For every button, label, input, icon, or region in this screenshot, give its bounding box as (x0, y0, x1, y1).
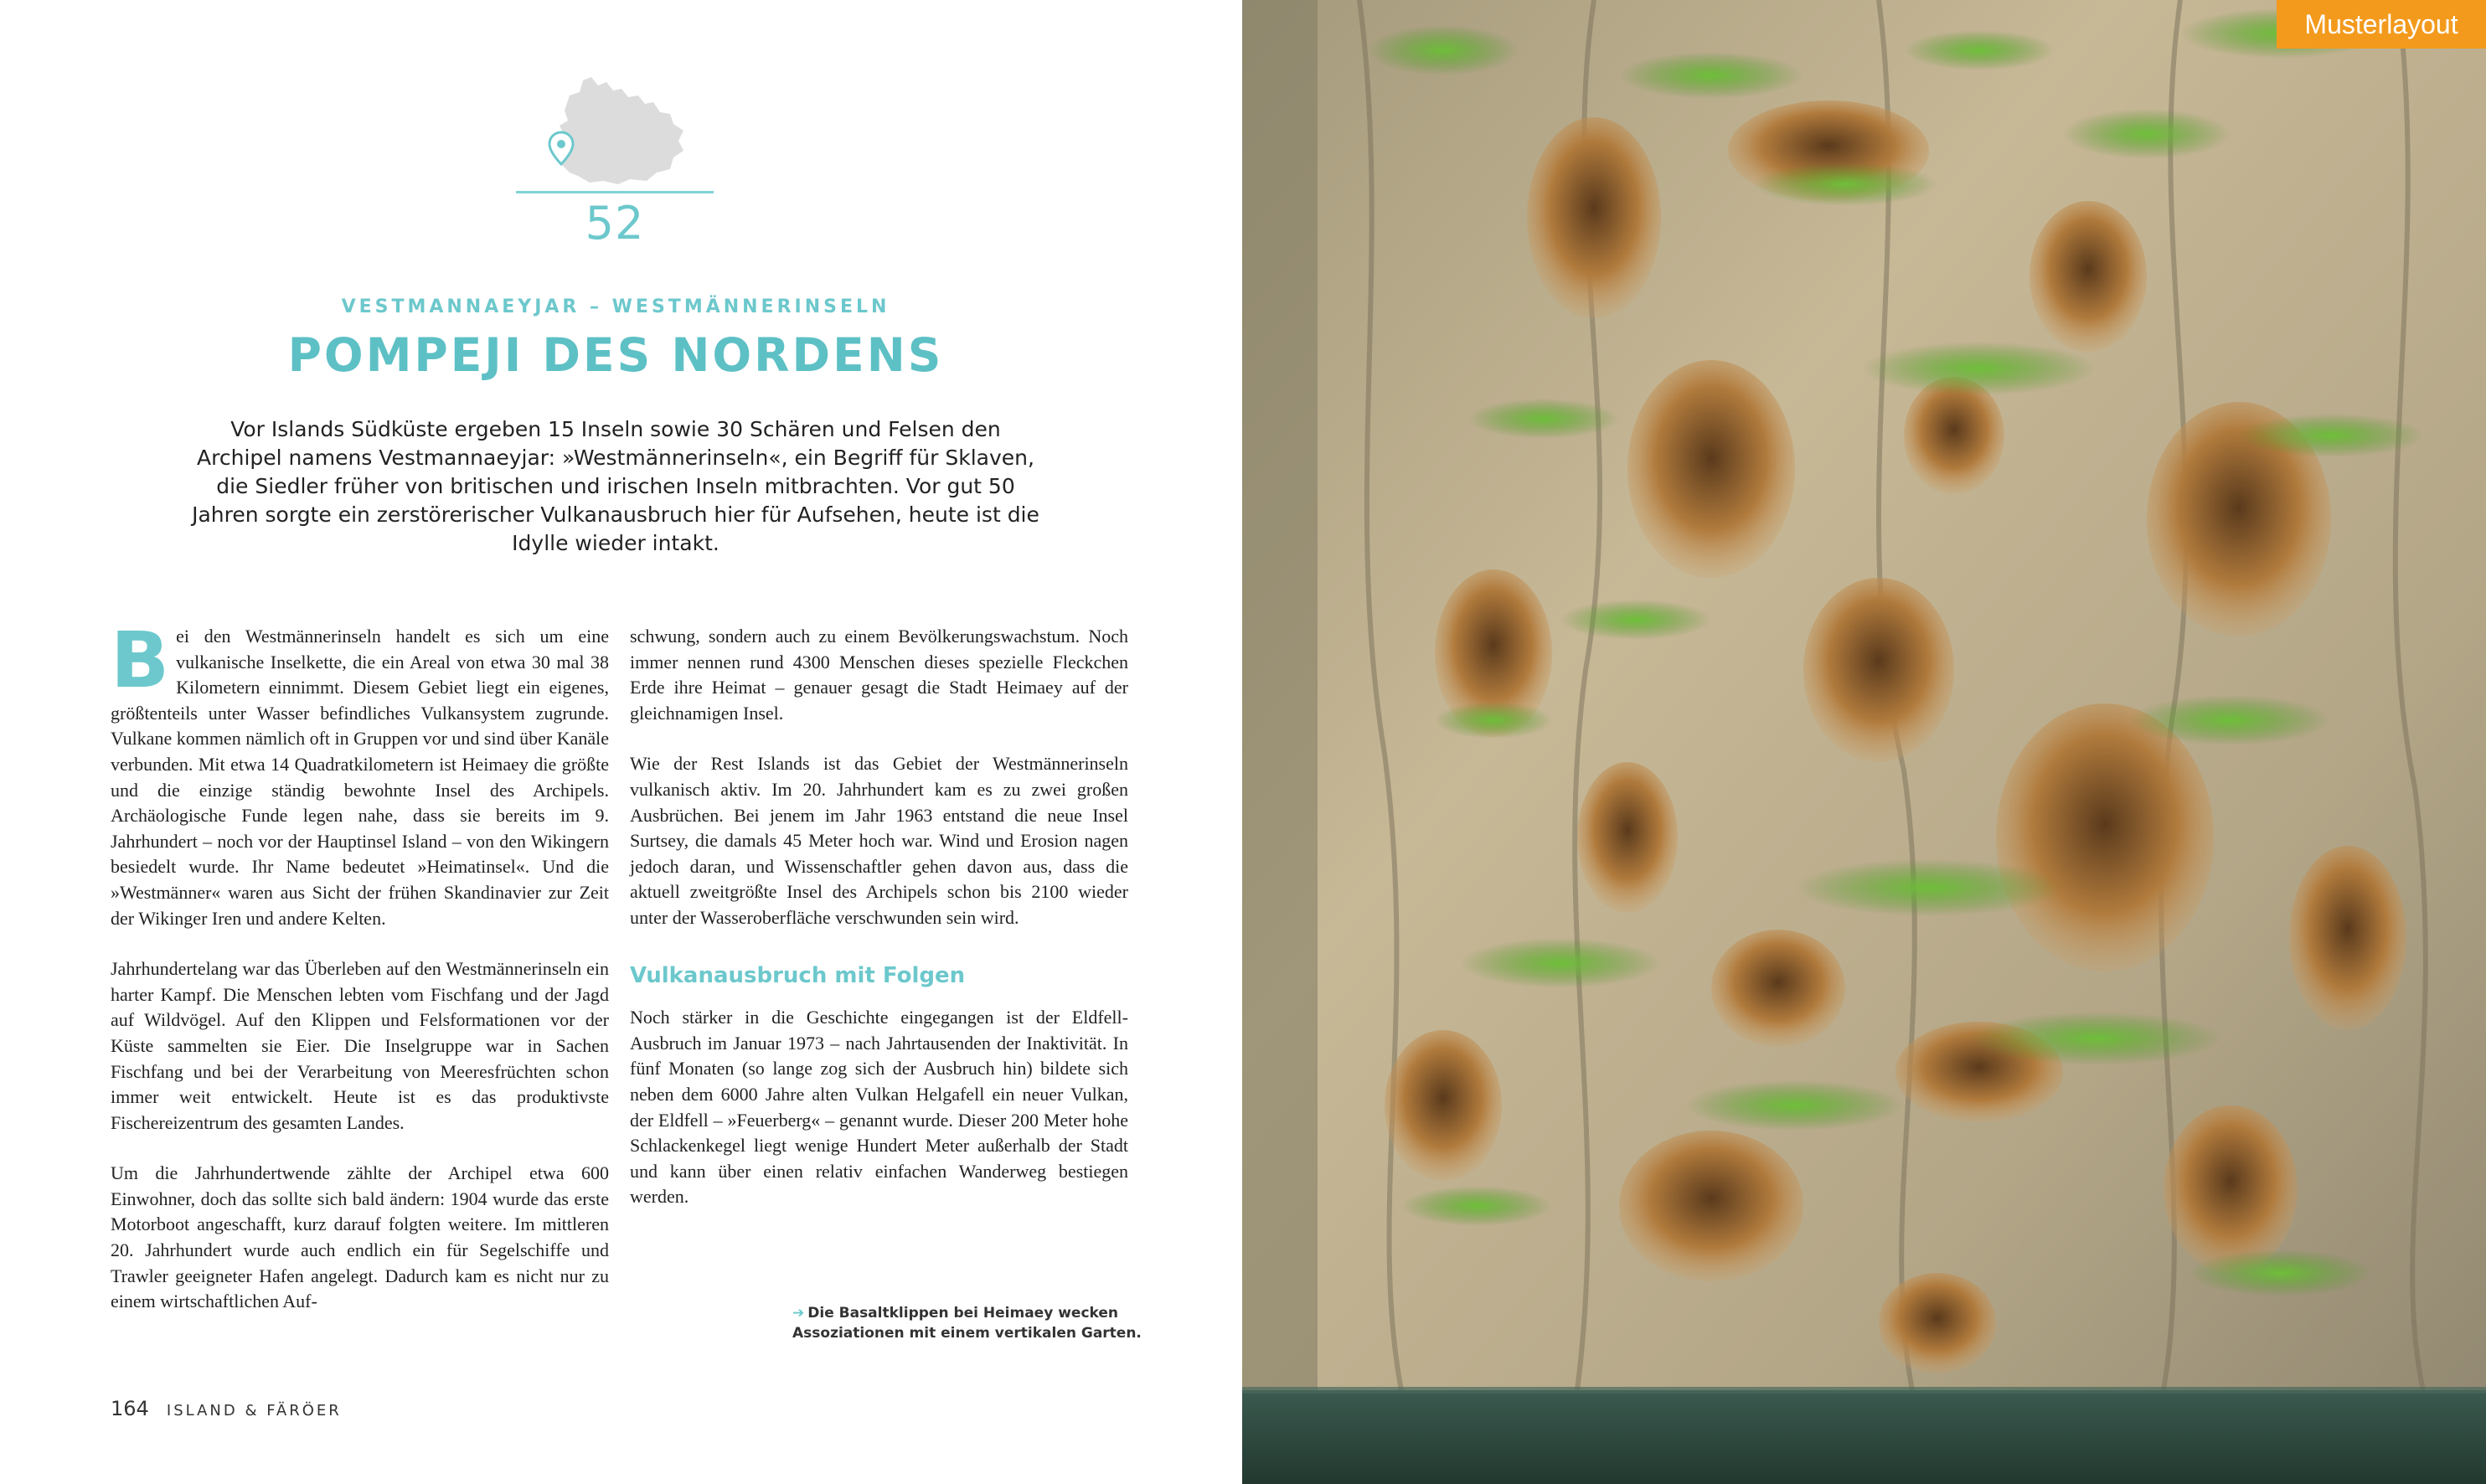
subheading: Vulkanausbruch mit Folgen (630, 962, 966, 988)
musterlayout-badge: Musterlayout (2277, 0, 2486, 49)
map-divider (516, 191, 714, 193)
page-footer (111, 1397, 342, 1420)
drop-cap: B (111, 616, 170, 705)
right-page (1242, 0, 2486, 1484)
intro-paragraph: Vor Islands Südküste ergeben 15 Inseln sowie 30 Schären und Felsen den Archipel namens Vestmannaeyjar: »Westmännerinseln«, ein Begriff für Sklaven, die Siedler früher von britischen und irischen Inseln mitbrachten. Vor gut 50 Jahren sorgte ein zerstörerischer Vulkanausbruch hier für Aufsehen, heute ist die Idylle wieder intakt. (192, 417, 1039, 555)
arrow-right-icon: ➔ (792, 1305, 805, 1322)
photo-caption: ➔ Die Basaltklippen bei Heimaey wecken Assoziationen mit einem vertikalen Garten. (792, 1305, 1142, 1342)
paragraph: Jahrhundertelang war das Überleben auf den Westmännerinseln ein harter Kampf. Die Menschen lebten vom Fischfang und der Jagd auf Wildvögel. Auf den Klippen und Felsformationen vor der Küste sammelten sie Eier. Die Inselgruppe war in Sachen Fischfang und bei der Verarbeitung von Meeresfrüchten schon immer weit entwickelt. Heute ist es das produktivste Fischereizentrum des gesamten Landes. (111, 958, 609, 1133)
page-number: 164 (111, 1397, 149, 1420)
paragraph: schwung, sondern auch zu einem Bevölkerungswachstum. Noch immer nennen rund 4300 Menschen dieses spezielle Fleckchen Erde ihre Heimat – genauer gesagt die Stadt Heimaey auf der gleichnamigen Insel. (630, 626, 1128, 724)
paragraph: Noch stärker in die Geschichte eingegangen ist der Eldfell-Ausbruch im Januar 1973 – nach Jahrtausenden der Inaktivität. In fünf Monaten (so lange zog sich der Ausbruch hin) bildete sich neben dem 6000 Jahre alten Vulkan Helgafell ein neuer Vulkan, der Eldfell – »Feuerberg« – genannt wurde. Dieser 200 Meter hohe Schlackenkegel liegt wenige Hundert Meter außerhalb der Stadt und kann über einen relativ einfachen Wanderweg bestiegen werden. (630, 1007, 1128, 1208)
iceland-silhouette-icon (536, 74, 687, 187)
section-kicker: VESTMANNAEYJAR – WESTMÄNNERINSELN (341, 296, 890, 317)
paragraph: Um die Jahrhundertwende zählte der Archipel etwa 600 Einwohner, doch das sollte sich bald ändern: 1904 wurde das erste Motorboot angeschafft, kurz darauf folgten weitere. Im mittleren 20. Jahrhundert wurde auch endlich ein für Segelschiffe und Trawler geeigneter Hafen angelegt. Dadurch kam es nicht nur zu einem wirtschaftlichen Auf- (111, 1162, 609, 1312)
paragraph: Wie der Rest Islands ist das Gebiet der Westmännerinseln vulkanisch aktiv. Im 20. Jahrhundert kam es zu zwei großen Ausbrüchen. Bei jenem im Jahr 1963 entstand die neue Insel Surtsey, die damals 45 Meter hoch war. Wind und Erosion nagen jedoch daran, und Wissenschaftler gehen davon aus, dass die aktuell zweitgrößte Insel des Archipels schon bis 2100 wieder unter der Wasseroberfläche verschwunden sein wird. (630, 753, 1128, 928)
basalt-cliff-photo (1242, 0, 2486, 1484)
paragraph: Bei den Westmännerinseln handelt es sich um eine vulkanische Inselkette, die ein Areal von etwa 30 mal 38 Kilometern einnimmt. Diesem Gebiet liegt ein eigenes, größtenteils unter Wasser befindliches Vulkansystem zugrunde. Vulkane kommen nämlich oft in Gruppen vor und sind über Kanäle verbunden. Mit etwa 14 Quadratkilometern ist Heimaey die größte und die einzige ständig bewohnte Insel des Archipels. Archäologische Funde legen nahe, dass sie bereits im 9. Jahrhundert – noch vor der Hauptinsel Island – von den Wikingern besiedelt wurde. Ihr Name bedeutet »Heimatinsel«. Und die »Westmänner« waren aus Sicht der frühen Skandinavier zur Zeit der Wikinger Iren und andere Kelten. (111, 616, 609, 929)
body-column-1 (111, 616, 609, 1340)
body-column-2 (630, 624, 1128, 1235)
left-page (0, 0, 1242, 1484)
running-title: ISLAND & FÄRÖER (166, 1402, 342, 1420)
tour-number: 52 (585, 197, 645, 250)
page-title: POMPEJI DES NORDENS (287, 328, 944, 382)
